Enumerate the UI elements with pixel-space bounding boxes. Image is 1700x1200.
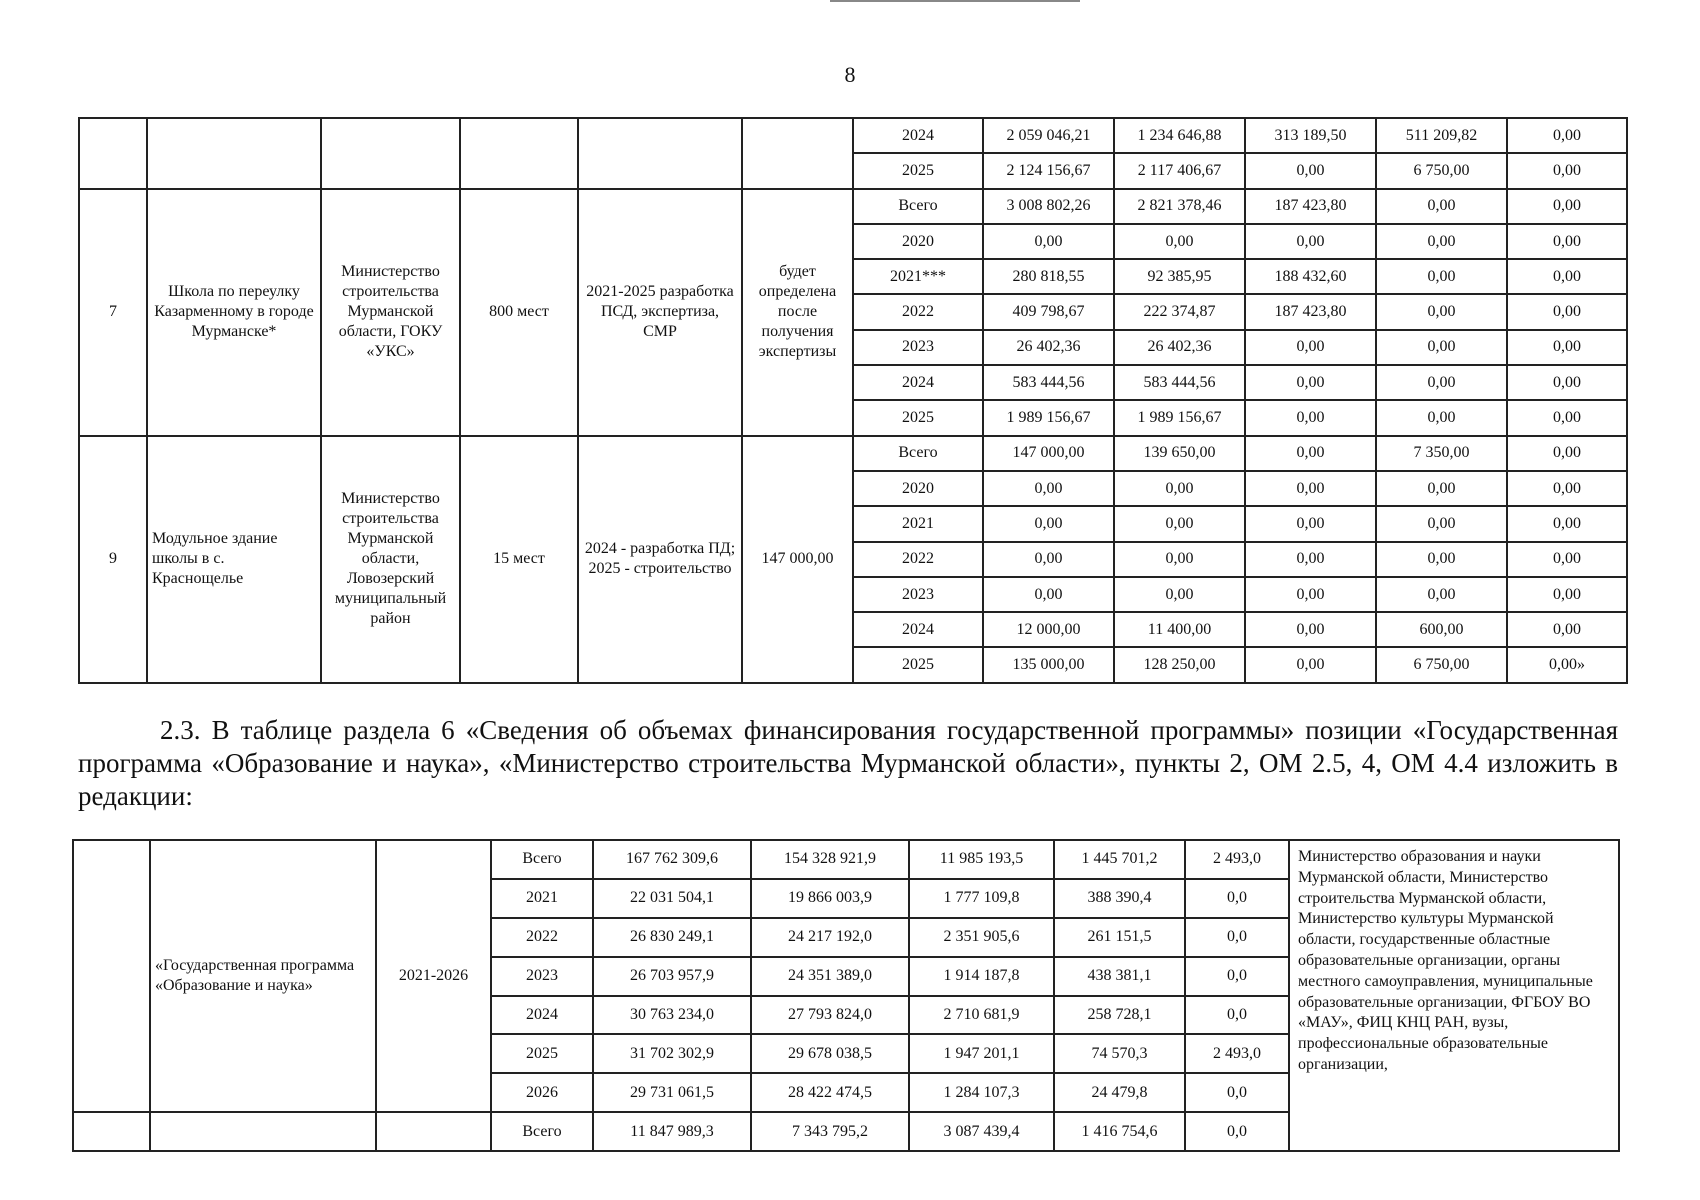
value-cell: 0,00 (1376, 259, 1507, 294)
value-cell: 0,00 (1245, 577, 1376, 612)
value-cell: 11 400,00 (1114, 612, 1245, 647)
year-cell: 2024 (853, 365, 983, 400)
value-cell: 0,00 (1507, 259, 1627, 294)
table-row (79, 189, 1627, 224)
year-cell: Всего (491, 840, 593, 879)
empty-cell (147, 118, 321, 189)
value-cell: 0,00 (1507, 330, 1627, 365)
object-name: Модульное здание школы в с. Краснощелье (147, 436, 321, 683)
value-cell: 154 328 921,9 (751, 840, 909, 879)
value-cell: 0,00 (983, 577, 1114, 612)
empty-cell (150, 1112, 376, 1151)
value-cell: 261 151,5 (1054, 918, 1185, 957)
value-cell: 0,00 (1114, 577, 1245, 612)
table-row (79, 436, 1627, 471)
value-cell: 0,0 (1185, 1073, 1289, 1112)
value-cell: 0,00 (1245, 612, 1376, 647)
value-cell: 0,00 (1245, 224, 1376, 259)
value-cell: 0,00 (1507, 471, 1627, 506)
value-cell: 135 000,00 (983, 647, 1114, 682)
year-cell: 2024 (853, 118, 983, 153)
value-cell: 0,00 (1376, 224, 1507, 259)
value-cell: 0,00 (1507, 294, 1627, 329)
value-cell: 22 031 504,1 (593, 879, 751, 918)
empty-cell (73, 1112, 150, 1151)
value-cell: 0,00 (1245, 365, 1376, 400)
header-rule (830, 0, 1080, 2)
program-name: «Государственная программа «Образование и наука» (150, 840, 376, 1112)
year-cell: Всего (853, 189, 983, 224)
value-cell: 511 209,82 (1376, 118, 1507, 153)
value-cell: 0,00 (1507, 542, 1627, 577)
value-cell: 0,00 (1507, 153, 1627, 188)
value-cell: 29 678 038,5 (751, 1034, 909, 1073)
value-cell: 24 479,8 (1054, 1073, 1185, 1112)
value-cell: 0,00 (1376, 365, 1507, 400)
capacity-cell: 15 мест (460, 436, 578, 683)
value-cell: 0,00 (1507, 224, 1627, 259)
item-number: 7 (79, 189, 147, 436)
value-cell: 1 989 156,67 (983, 400, 1114, 435)
value-cell: 187 423,80 (1245, 294, 1376, 329)
customer-cell: Министерство строительства Мурманской области, Ловозерский муниципальный район (321, 436, 460, 683)
value-cell: 409 798,67 (983, 294, 1114, 329)
value-cell: 0,00 (1507, 365, 1627, 400)
value-cell: 0,00 (1114, 471, 1245, 506)
value-cell: 11 847 989,3 (593, 1112, 751, 1151)
value-cell: 187 423,80 (1245, 189, 1376, 224)
value-cell: 11 985 193,5 (909, 840, 1054, 879)
year-cell: 2022 (491, 918, 593, 957)
value-cell: 0,00 (1245, 506, 1376, 541)
value-cell: 0,00» (1507, 647, 1627, 682)
value-cell: 24 217 192,0 (751, 918, 909, 957)
value-cell: 0,00 (1376, 400, 1507, 435)
value-cell: 0,00 (1507, 612, 1627, 647)
value-cell: 280 818,55 (983, 259, 1114, 294)
item-number: 9 (79, 436, 147, 683)
value-cell: 0,0 (1185, 957, 1289, 996)
value-cell: 1 234 646,88 (1114, 118, 1245, 153)
year-cell: 2021 (853, 506, 983, 541)
value-cell: 2 117 406,67 (1114, 153, 1245, 188)
value-cell: 31 702 302,9 (593, 1034, 751, 1073)
year-cell: 2020 (853, 471, 983, 506)
value-cell: 313 189,50 (1245, 118, 1376, 153)
value-cell: 0,00 (983, 506, 1114, 541)
value-cell: 0,00 (1507, 118, 1627, 153)
value-cell: 1 416 754,6 (1054, 1112, 1185, 1151)
value-cell: 139 650,00 (1114, 436, 1245, 471)
value-cell: 1 947 201,1 (909, 1034, 1054, 1073)
objects-financing-table (78, 117, 1628, 684)
table-row (73, 840, 1619, 879)
customer-cell: Министерство строительства Мурманской области, ГОКУ «УКС» (321, 189, 460, 436)
executors-cell: Министерство образования и науки Мурманской области, Министерство строительства Мурманской области, Министерство культуры Мурманской области, государственные областные образовательные организации, органы местного самоуправления, муниципальные образовательные организации, ФГБОУ ВО «МАУ», ФИЦ КНЦ РАН, вузы, профессиональные образовательные организации, (1289, 840, 1619, 1151)
value-cell: 0,00 (1376, 189, 1507, 224)
value-cell: 0,00 (1376, 577, 1507, 612)
value-cell: 128 250,00 (1114, 647, 1245, 682)
value-cell: 0,00 (1245, 330, 1376, 365)
value-cell: 2 124 156,67 (983, 153, 1114, 188)
year-cell: 2022 (853, 294, 983, 329)
value-cell: 0,0 (1185, 996, 1289, 1035)
value-cell: 1 777 109,8 (909, 879, 1054, 918)
year-cell: 2025 (853, 153, 983, 188)
year-cell: 2024 (491, 996, 593, 1035)
value-cell: 1 445 701,2 (1054, 840, 1185, 879)
value-cell: 0,00 (1114, 506, 1245, 541)
cost-cell: 147 000,00 (742, 436, 853, 683)
value-cell: 0,00 (1507, 400, 1627, 435)
year-cell: 2022 (853, 542, 983, 577)
value-cell: 26 402,36 (1114, 330, 1245, 365)
value-cell: 0,0 (1185, 879, 1289, 918)
value-cell: 26 830 249,1 (593, 918, 751, 957)
value-cell: 0,00 (1507, 506, 1627, 541)
value-cell: 24 351 389,0 (751, 957, 909, 996)
year-cell: 2020 (853, 224, 983, 259)
value-cell: 3 008 802,26 (983, 189, 1114, 224)
value-cell: 258 728,1 (1054, 996, 1185, 1035)
value-cell: 0,00 (983, 542, 1114, 577)
value-cell: 0,00 (1114, 542, 1245, 577)
value-cell: 0,00 (983, 224, 1114, 259)
value-cell: 2 493,0 (1185, 1034, 1289, 1073)
value-cell: 26 402,36 (983, 330, 1114, 365)
value-cell: 74 570,3 (1054, 1034, 1185, 1073)
value-cell: 29 731 061,5 (593, 1073, 751, 1112)
value-cell: 188 432,60 (1245, 259, 1376, 294)
empty-cell (742, 118, 853, 189)
value-cell: 0,00 (1245, 436, 1376, 471)
year-cell: 2021*** (853, 259, 983, 294)
value-cell: 0,00 (1376, 471, 1507, 506)
value-cell: 0,00 (1245, 153, 1376, 188)
value-cell: 0,00 (1376, 506, 1507, 541)
value-cell: 388 390,4 (1054, 879, 1185, 918)
year-cell: Всего (853, 436, 983, 471)
year-cell: Всего (491, 1112, 593, 1151)
value-cell: 0,00 (1507, 189, 1627, 224)
year-cell: 2023 (491, 957, 593, 996)
empty-cell (376, 1112, 491, 1151)
value-cell: 147 000,00 (983, 436, 1114, 471)
value-cell: 92 385,95 (1114, 259, 1245, 294)
empty-cell (578, 118, 742, 189)
value-cell: 0,00 (1245, 647, 1376, 682)
value-cell: 0,00 (1376, 294, 1507, 329)
value-cell: 222 374,87 (1114, 294, 1245, 329)
value-cell: 2 821 378,46 (1114, 189, 1245, 224)
section-paragraph: 2.3. В таблице раздела 6 «Сведения об объемах финансирования государственной программы» позиции «Государственная программа «Образование и наука», «Министерство строительства Мурманской области», пункты 2, ОМ 2.5, 4, ОМ 4.4 изложить в редакции: (78, 715, 1618, 811)
year-cell: 2024 (853, 612, 983, 647)
year-cell: 2025 (853, 647, 983, 682)
value-cell: 12 000,00 (983, 612, 1114, 647)
value-cell: 0,00 (1376, 542, 1507, 577)
value-cell: 2 059 046,21 (983, 118, 1114, 153)
value-cell: 7 343 795,2 (751, 1112, 909, 1151)
value-cell: 26 703 957,9 (593, 957, 751, 996)
value-cell: 1 914 187,8 (909, 957, 1054, 996)
year-cell: 2023 (853, 330, 983, 365)
value-cell: 2 493,0 (1185, 840, 1289, 879)
value-cell: 0,0 (1185, 1112, 1289, 1151)
value-cell: 1 989 156,67 (1114, 400, 1245, 435)
empty-cell (73, 840, 150, 1112)
value-cell: 3 087 439,4 (909, 1112, 1054, 1151)
value-cell: 6 750,00 (1376, 153, 1507, 188)
empty-cell (79, 118, 147, 189)
value-cell: 0,00 (983, 471, 1114, 506)
value-cell: 0,00 (1507, 577, 1627, 612)
period-cell: 2021-2026 (376, 840, 491, 1112)
stage-cell: 2021-2025 разработка ПСД, экспертиза, СМР (578, 189, 742, 436)
empty-cell (321, 118, 460, 189)
program-financing-table (72, 839, 1620, 1152)
value-cell: 30 763 234,0 (593, 996, 751, 1035)
value-cell: 19 866 003,9 (751, 879, 909, 918)
cost-cell: будет определена после получения экспертизы (742, 189, 853, 436)
value-cell: 0,00 (1245, 471, 1376, 506)
value-cell: 2 710 681,9 (909, 996, 1054, 1035)
value-cell: 0,00 (1376, 330, 1507, 365)
value-cell: 583 444,56 (1114, 365, 1245, 400)
value-cell: 0,00 (1114, 224, 1245, 259)
value-cell: 27 793 824,0 (751, 996, 909, 1035)
capacity-cell: 800 мест (460, 189, 578, 436)
year-cell: 2023 (853, 577, 983, 612)
value-cell: 28 422 474,5 (751, 1073, 909, 1112)
value-cell: 6 750,00 (1376, 647, 1507, 682)
page-number: 8 (844, 62, 856, 87)
empty-cell (460, 118, 578, 189)
value-cell: 438 381,1 (1054, 957, 1185, 996)
value-cell: 167 762 309,6 (593, 840, 751, 879)
object-name: Школа по переулку Казарменному в городе Мурманске* (147, 189, 321, 436)
value-cell: 600,00 (1376, 612, 1507, 647)
year-cell: 2025 (491, 1034, 593, 1073)
value-cell: 0,0 (1185, 918, 1289, 957)
year-cell: 2026 (491, 1073, 593, 1112)
value-cell: 583 444,56 (983, 365, 1114, 400)
value-cell: 7 350,00 (1376, 436, 1507, 471)
value-cell: 1 284 107,3 (909, 1073, 1054, 1112)
year-cell: 2025 (853, 400, 983, 435)
value-cell: 0,00 (1245, 400, 1376, 435)
stage-cell: 2024 - разработка ПД; 2025 - строительство (578, 436, 742, 683)
table-row (79, 118, 1627, 153)
value-cell: 0,00 (1507, 436, 1627, 471)
value-cell: 0,00 (1245, 542, 1376, 577)
year-cell: 2021 (491, 879, 593, 918)
value-cell: 2 351 905,6 (909, 918, 1054, 957)
